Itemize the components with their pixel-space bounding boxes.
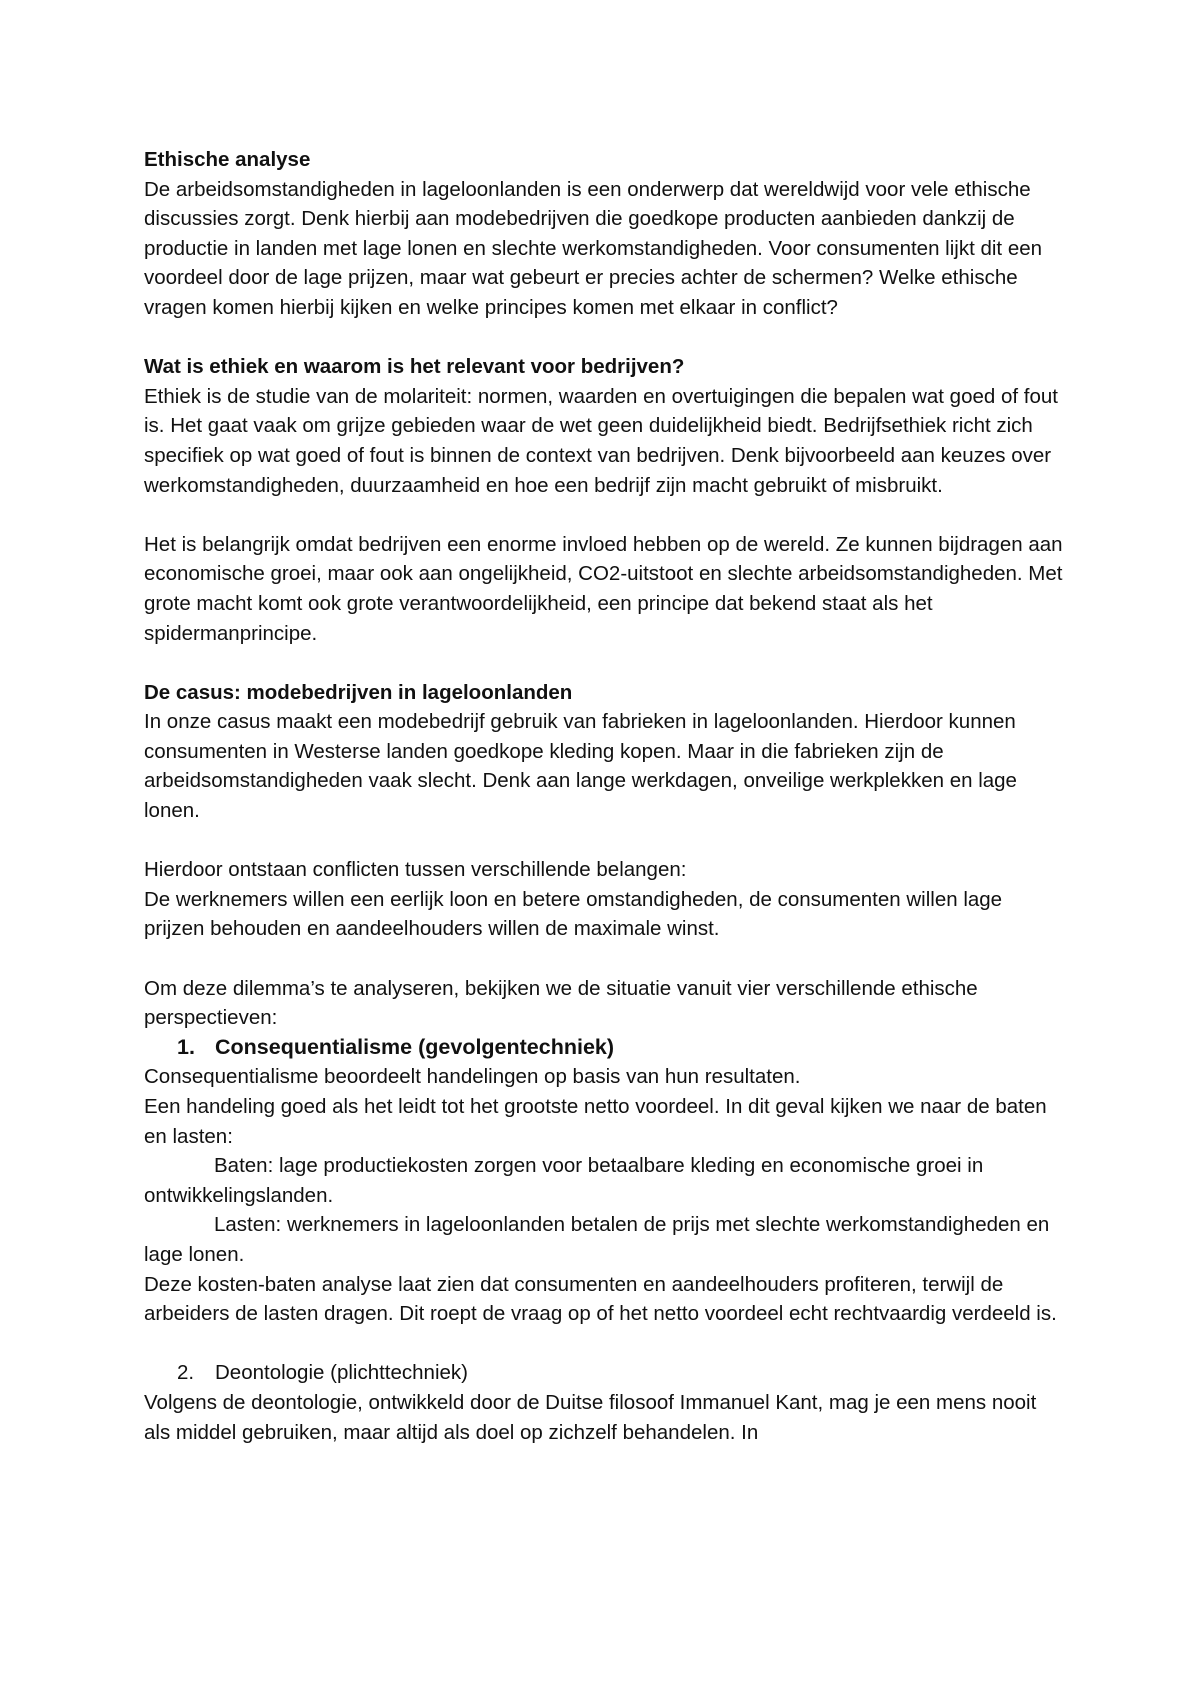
heading-de-casus: De casus: modebedrijven in lageloonlanden: [144, 680, 573, 704]
list-item-consequentialisme: [144, 1033, 1064, 1063]
list-number: 1.: [177, 1034, 195, 1059]
paragraph-consequentialisme-1: Consequentialisme beoordeelt handelingen op basis van hun resultaten.: [144, 1065, 801, 1089]
paragraph-gap: [144, 500, 1064, 530]
paragraph-baten: Baten: lage productiekosten zorgen voor betaalbare kleding en economische groei in ontwikkelingslanden.: [144, 1154, 984, 1207]
paragraph-gap: [144, 826, 1064, 856]
paragraph-gap: [144, 648, 1064, 678]
paragraph-belangrijk: Het is belangrijk omdat bedrijven een enorme invloed hebben op de wereld. Ze kunnen bijdragen aan economische groei, maar ook aan ongelijkheid, CO2-uitstoot en slechte arbeidsomstandigheden. Met grote macht komt ook grote verantwoordelijkheid, een principe dat bekend staat als het spidermanprincipe.: [144, 532, 1063, 645]
paragraph-deontologie: Volgens de deontologie, ontwikkeld door de Duitse filosoof Immanuel Kant, mag je een mens nooit als middel gebruiken, maar altijd als doel op zichzelf behandelen. In: [144, 1390, 1037, 1444]
list-item-title: Consequentialisme (gevolgentechniek): [215, 1034, 615, 1059]
paragraph-perspectieven: Om deze dilemma’s te analyseren, bekijken we de situatie vanuit vier verschillende ethische perspectieven:: [144, 976, 978, 1030]
paragraph-conflicten-intro: Hierdoor ontstaan conflicten tussen verschillende belangen:: [144, 858, 687, 882]
document-page: [144, 145, 1064, 1447]
paragraph-kosten-baten: Deze kosten-baten analyse laat zien dat consumenten en aandeelhouders profiteren, terwijl de arbeiders de lasten dragen. Dit roept de vraag op of het netto voordeel echt rechtvaardig verdeeld is.: [144, 1272, 1057, 1326]
list-number: 2.: [177, 1361, 195, 1385]
paragraph-casus: In onze casus maakt een modebedrijf gebruik van fabrieken in lageloonlanden. Hierdoor kunnen consumenten in Westerse landen goedkope kleding kopen. Maar in die fabrieken zijn de arbeidsomstandigheden vaak slecht. Denk aan lange werkdagen, onveilige werkplekken en lage lonen.: [144, 710, 1017, 823]
paragraph-gap: [144, 944, 1064, 974]
paragraph-gap: [144, 1329, 1064, 1359]
heading-wat-is-ethiek: Wat is ethiek en waarom is het relevant voor bedrijven?: [144, 355, 685, 379]
list-item-deontologie: [144, 1358, 1064, 1388]
paragraph-ethiek-definitie: Ethiek is de studie van de molariteit: normen, waarden en overtuigingen die bepalen wat goed of fout is. Het gaat vaak om grijze gebieden waar de wet geen duidelijkheid biedt. Bedrijfsethiek richt zich specifiek op wat goed of fout is binnen de context van bedrijven. Denk bijvoorbeeld aan keuzes over werkomstandigheden, duurzaamheid en hoe een bedrijf zijn macht gebruikt of misbruikt.: [144, 384, 1058, 497]
paragraph-intro: De arbeidsomstandigheden in lageloonlanden is een onderwerp dat wereldwijd voor vele ethische discussies zorgt. Denk hierbij aan modebedrijven die goedkope producten aanbieden dankzij de productie in landen met lage lonen en slechte werkomstandigheden. Voor consumenten lijkt dit een voordeel door de lage prijzen, maar wat gebeurt er precies achter de schermen? Welke ethische vragen komen hierbij kijken en welke principes komen met elkaar in conflict?: [144, 177, 1043, 319]
paragraph-consequentialisme-2: Een handeling goed als het leidt tot het grootste netto voordeel. In dit geval kijken we naar de baten en lasten:: [144, 1095, 1047, 1148]
paragraph-gap: [144, 323, 1064, 353]
list-item-title: Deontologie (plichttechniek): [215, 1361, 468, 1385]
paragraph-lasten: Lasten: werknemers in lageloonlanden betalen de prijs met slechte werkomstandigheden en lage lonen.: [144, 1213, 1050, 1266]
heading-ethische-analyse: Ethische analyse: [144, 148, 311, 171]
paragraph-conflicten: De werknemers willen een eerlijk loon en betere omstandigheden, de consumenten willen lage prijzen behouden en aandeelhouders willen de maximale winst.: [144, 887, 1003, 941]
